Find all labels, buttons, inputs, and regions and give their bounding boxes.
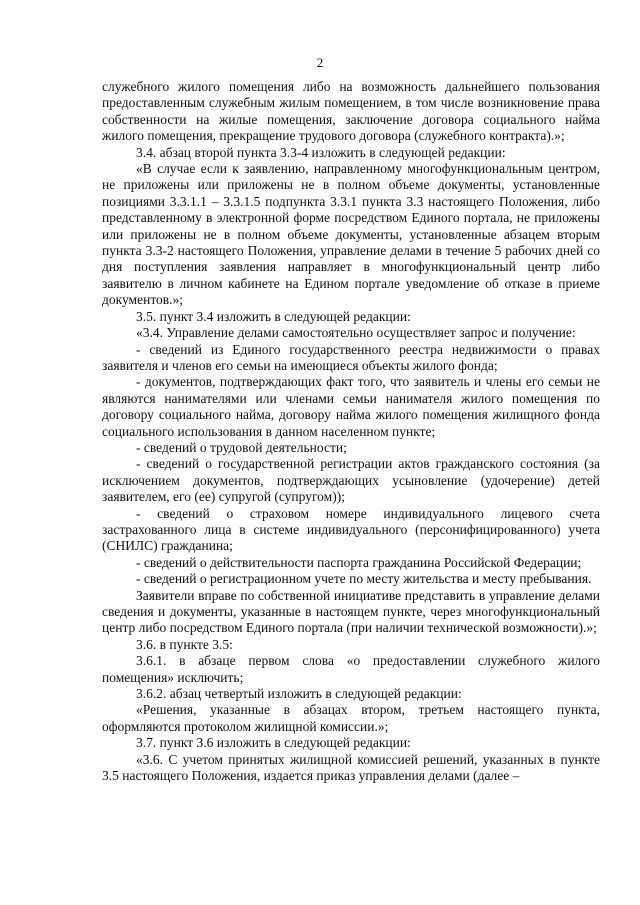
paragraph: 3.4. абзац второй пункта 3.3-4 изложить в следующей редакции:: [136, 144, 506, 160]
paragraph: - сведений из Единого государственного реестра недвижимости о правах заявителя и членов его семьи на имеющиеся объекты жилого фонда;: [102, 341, 600, 373]
paragraph: «Решения, указанные в абзацах втором, третьем настоящего пункта, оформляются протоколом жилищной комиссии.»;: [102, 702, 600, 734]
paragraph: Заявители вправе по собственной инициативе представить в управление делами сведения и документы, указанные в настоящем пункте, через многофункциональный центр либо посредством Единого портала (при наличии технической возможности).»;: [102, 587, 600, 636]
paragraph: 3.7. пункт 3.6 изложить в следующей редакции:: [136, 735, 411, 751]
paragraph: - сведений о трудовой деятельности;: [136, 439, 347, 455]
paragraph: служебного жилого помещения либо на возможность дальнейшего пользования предоставленным служебным жилым помещением, в том числе возникновение права собственности на жилые помещения, заключение договора социального найма жилого помещения, прекращение трудового договора (служебного контракта).»;: [102, 79, 600, 144]
paragraph: 3.6.2. абзац четвертый изложить в следующей редакции:: [136, 686, 462, 702]
paragraph: - документов, подтверждающих факт того, что заявитель и члены его семьи не являются нанимателями или членами семьи нанимателя жилого помещения по договору социального найма, договору найма жилого помещения жилищного фонда социального использования в данном населенном пункте;: [102, 374, 600, 439]
paragraph: «В случае если к заявлению, направленному многофункциональным центром, не приложены или приложены не в полном объеме документы, установленные позициями 3.3.1.1 – 3.3.1.5 подпункта 3.3.1 пункта 3.3 настоящего Положения, либо представленному в электронной форме посредством Единого портала, не приложены или приложены не в полном объеме документы, установленные абзацем вторым пункта 3.3-2 настоящего Положения, управление делами в течение 5 рабочих дней со дня поступления заявления направляет в многофункциональный центр либо заявителю в личном кабинете на Едином портале уведомление об отказе в приеме документов.»;: [102, 161, 600, 308]
paragraph: «3.6. С учетом принятых жилищной комиссией решений, указанных в пункте 3.5 настоящего Положения, издается приказ управления делами (далее –: [102, 751, 600, 784]
paragraph: 3.6.1. в абзаце первом слова «о предоставлении служебного жилого помещения» исключить;: [102, 653, 600, 685]
paragraph: - сведений о государственной регистрации актов гражданского состояния (за исключением документов, подтверждающих усыновление (удочерение) детей заявителем, его (ее) супругой (супругом));: [102, 456, 600, 505]
document-body: [102, 79, 600, 784]
paragraph: - сведений о страховом номере индивидуального лицевого счета застрахованного лица в системе индивидуального (персонифицированного) учета (СНИЛС) гражданина;: [102, 505, 600, 554]
paragraph: - сведений о действительности паспорта гражданина Российской Федерации;: [136, 554, 582, 570]
paragraph: 3.6. в пункте 3.5:: [136, 636, 233, 652]
paragraph: 3.5. пункт 3.4 изложить в следующей редакции:: [136, 308, 411, 324]
page-number: 2: [316, 55, 324, 70]
paragraph: - сведений о регистрационном учете по месту жительства и месту пребывания.: [136, 571, 592, 587]
paragraph: «3.4. Управление делами самостоятельно осуществляет запрос и получение:: [136, 325, 576, 341]
